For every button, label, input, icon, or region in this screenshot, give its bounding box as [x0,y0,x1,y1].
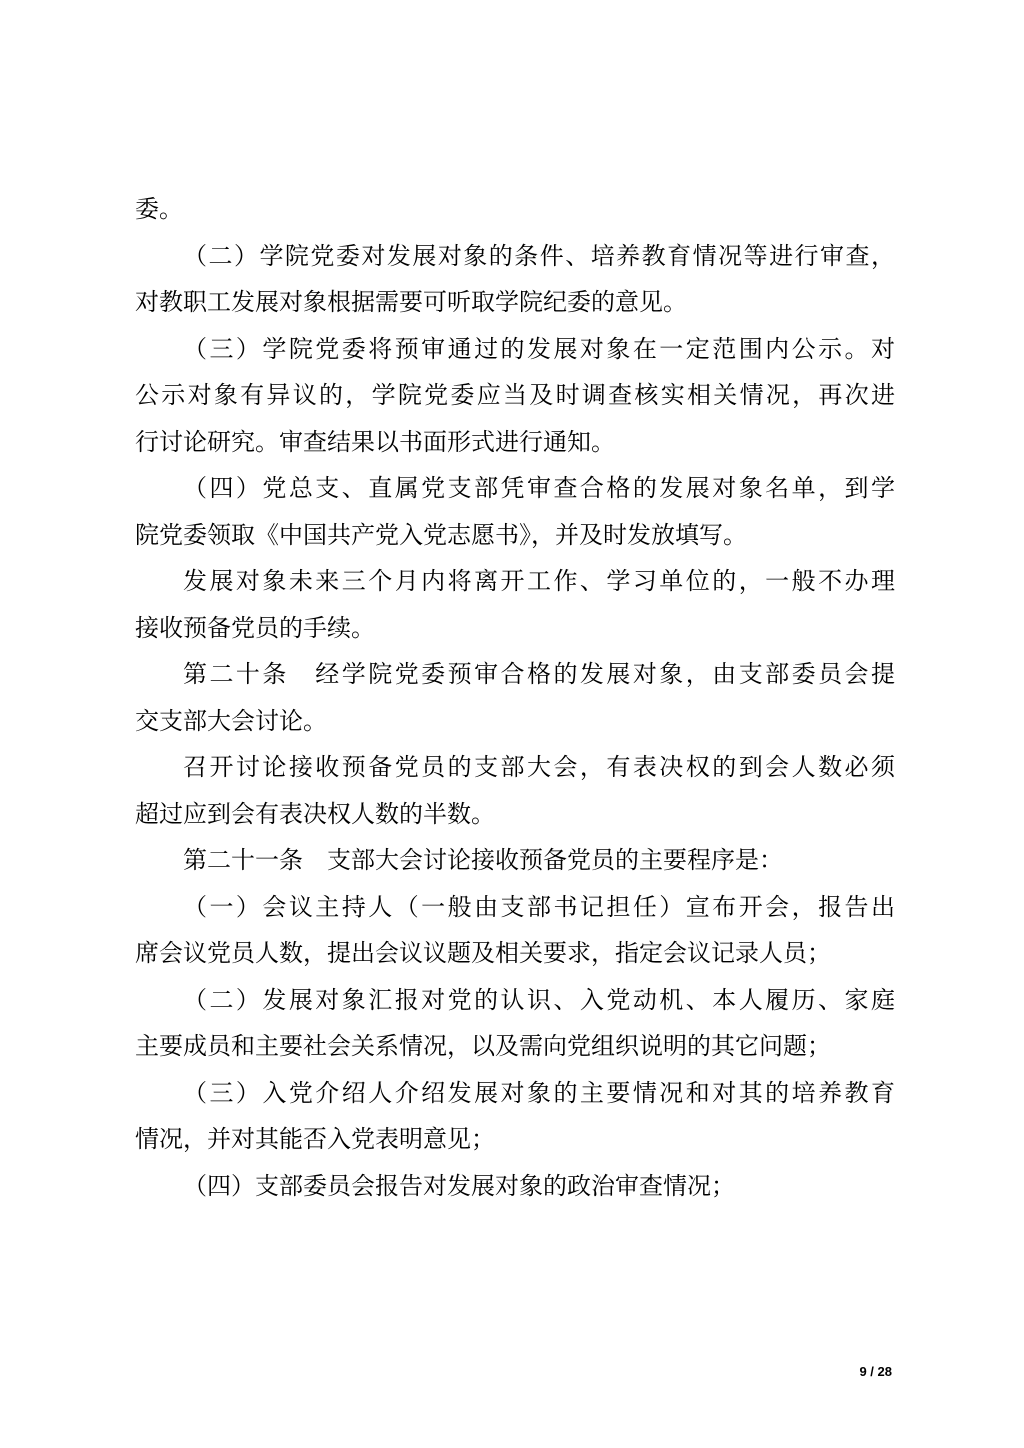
text-line: （三）入党介绍人介绍发展对象的主要情况和对其的培养教育 [183,1078,895,1107]
text-line: 主要成员和主要社会关系情况，以及需向党组织说明的其它问题； [135,1032,831,1060]
text-line: （三）学院党委将预审通过的发展对象在一定范围内公示。对 [183,334,895,363]
text-line: 公示对象有异议的，学院党委应当及时调查核实相关情况，再次进 [135,381,895,409]
text-line: （四）党总支、直属党支部凭审查合格的发展对象名单，到学 [183,474,895,502]
text-line: 召开讨论接收预备党员的支部大会，有表决权的到会人数必须 [183,753,895,781]
text-line: 院党委领取《中国共产党入党志愿书》，并及时发放填写。 [135,520,747,549]
text-line: 席会议党员人数，提出会议议题及相关要求，指定会议记录人员； [135,939,831,967]
text-line: （一）会议主持人（一般由支部书记担任）宣布开会，报告出 [183,892,895,921]
text-line: 交支部大会讨论。 [135,706,327,735]
text-line: 行讨论研究。审查结果以书面形式进行通知。 [135,427,615,456]
text-line: （四）支部委员会报告对发展对象的政治审查情况； [183,1171,735,1200]
text-line: 委。 [135,195,183,223]
text-line: 情况，并对其能否入党表明意见； [135,1125,495,1153]
text-line: 第二十条 经学院党委预审合格的发展对象，由支部委员会提 [183,660,895,688]
page-number: 9 / 28 [859,1364,892,1379]
text-line: 对教职工发展对象根据需要可听取学院纪委的意见。 [135,288,687,316]
text-line: （二）学院党委对发展对象的条件、培养教育情况等进行审查， [183,241,895,270]
text-line: 第二十一条 支部大会讨论接收预备党员的主要程序是： [183,846,783,874]
text-line: （二）发展对象汇报对党的认识、入党动机、本人履历、家庭 [183,985,895,1014]
text-line: 接收预备党员的手续。 [135,613,375,642]
document-body [135,186,895,1209]
text-line: 超过应到会有表决权人数的半数。 [135,799,495,828]
text-line: 发展对象未来三个月内将离开工作、学习单位的，一般不办理 [183,567,895,595]
